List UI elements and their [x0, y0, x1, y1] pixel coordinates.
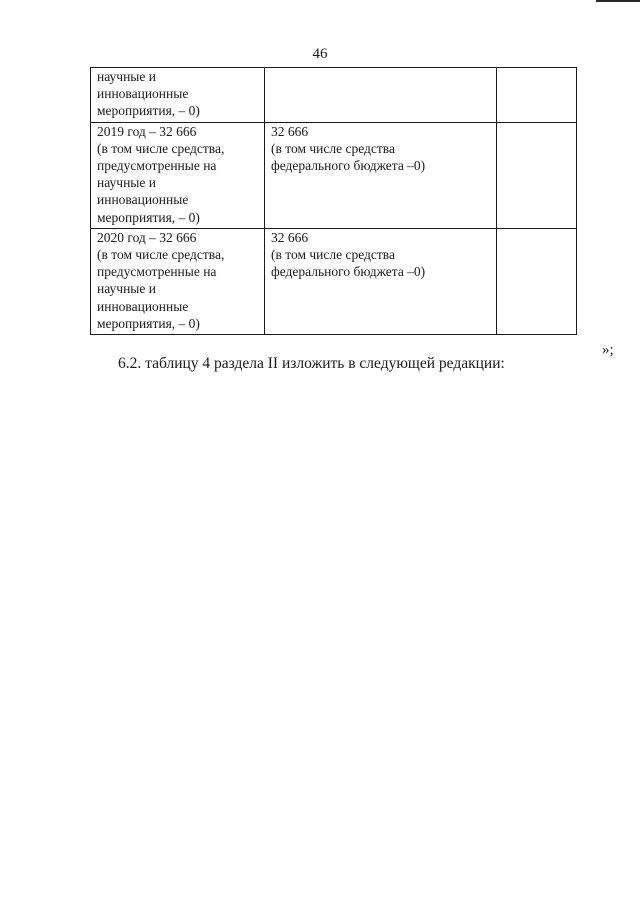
table-cell-empty	[497, 228, 577, 334]
cell-text: инновационные	[97, 86, 189, 102]
cell-text: научные и	[97, 175, 156, 191]
table-cell-empty	[497, 68, 577, 123]
table-cell-description	[91, 122, 265, 228]
cell-text: 2019 год – 32 666	[97, 123, 197, 139]
cell-text: научные и	[97, 281, 156, 297]
cell-text: предусмотренные на	[97, 264, 217, 280]
table-row	[91, 228, 577, 334]
table-row	[91, 68, 577, 123]
cell-text: федерального бюджета –0)	[271, 158, 426, 174]
cell-text: 32 666	[271, 123, 309, 139]
table-cell-empty	[497, 122, 577, 228]
page-number: 46	[312, 46, 328, 62]
cell-text: (в том числе средства,	[97, 247, 225, 263]
cell-text: (в том числе средства	[271, 140, 395, 156]
cell-text: инновационные	[97, 298, 189, 314]
cell-text: предусмотренные на	[97, 158, 217, 174]
cell-text: инновационные	[97, 192, 189, 208]
cell-text: 2020 год – 32 666	[97, 229, 197, 245]
cell-text: научные и	[97, 69, 156, 84]
cell-text: (в том числе средства	[271, 247, 395, 263]
closing-quote: »;	[602, 342, 614, 358]
amendment-paragraph: 6.2. таблицу 4 раздела II изложить в следующей редакции:	[118, 355, 505, 372]
budget-table	[90, 67, 577, 335]
cell-text: мероприятия, – 0)	[97, 209, 200, 225]
table-cell-amount	[265, 228, 497, 334]
table-row	[91, 122, 577, 228]
cell-text: мероприятия, – 0)	[97, 315, 200, 331]
table-cell-amount	[265, 68, 497, 123]
corner-mark	[596, 0, 640, 2]
cell-text: мероприятия, – 0)	[97, 103, 200, 119]
cell-text: (в том числе средства,	[97, 140, 225, 156]
table-cell-description	[91, 228, 265, 334]
cell-text: федерального бюджета –0)	[271, 264, 426, 280]
table-cell-amount	[265, 122, 497, 228]
cell-text: 32 666	[271, 229, 309, 245]
table-cell-description	[91, 68, 265, 123]
